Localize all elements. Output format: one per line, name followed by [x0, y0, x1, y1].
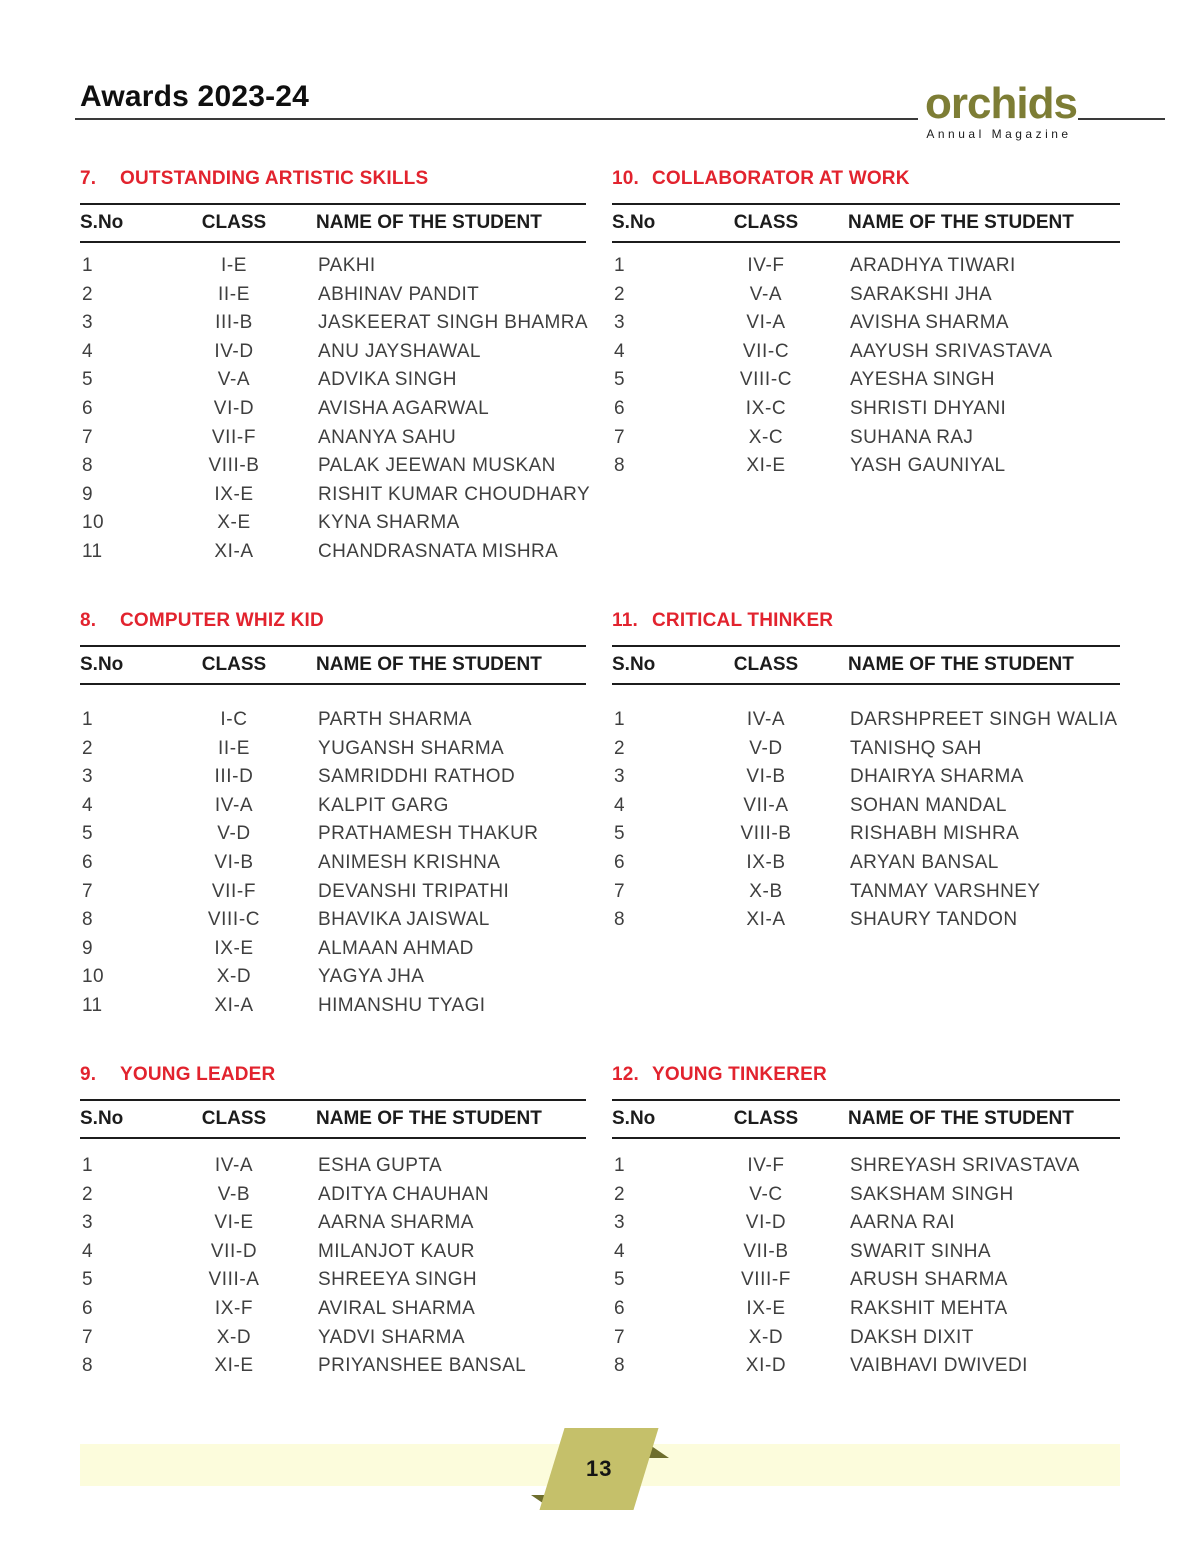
award-section [80, 610, 586, 1021]
row-student-name: YASH GAUNIYAL [850, 455, 1006, 477]
table-row [80, 706, 586, 735]
row-sno: 2 [614, 283, 625, 305]
row-class: VII-D [210, 1240, 258, 1262]
row-class: VI-D [745, 1212, 787, 1234]
row-class: V-A [749, 283, 783, 305]
row-class: II-E [218, 283, 250, 305]
table-row [80, 1209, 586, 1238]
row-class: III-D [214, 766, 254, 788]
row-class: V-A [217, 369, 251, 391]
row-sno: 7 [82, 1326, 93, 1348]
row-student-name: SWARIT SINHA [850, 1240, 991, 1262]
row-student-name: TANISHQ SAH [850, 737, 982, 759]
row-student-name: SHREEYA SINGH [318, 1269, 477, 1291]
award-section [80, 1064, 586, 1381]
row-student-name: ARADHYA TIWARI [850, 255, 1016, 276]
table-row [80, 338, 586, 367]
row-student-name: SHAURY TANDON [850, 909, 1018, 931]
row-student-name: ESHA GUPTA [318, 1155, 443, 1176]
table-row [612, 395, 1120, 424]
row-class: IX-E [214, 483, 254, 505]
table-row [612, 1209, 1120, 1238]
row-sno: 3 [82, 312, 93, 334]
row-sno: 4 [82, 794, 93, 816]
table-row [612, 452, 1120, 481]
row-student-name: ARYAN BANSAL [850, 851, 999, 873]
row-sno: 4 [614, 1240, 625, 1262]
row-class: VII-F [211, 880, 257, 902]
section-title [612, 610, 1120, 632]
section-title [80, 168, 586, 190]
row-sno: 7 [82, 426, 93, 448]
table-row [80, 366, 586, 395]
row-sno: 10 [82, 512, 104, 534]
table-row [80, 1352, 586, 1381]
logo-wordmark: orchids [925, 79, 1077, 128]
row-student-name: PRIYANSHEE BANSAL [318, 1355, 527, 1377]
column-header-class: CLASS [201, 654, 267, 675]
table-row [612, 1352, 1120, 1381]
table-header [80, 1099, 586, 1139]
row-student-name: AVIRAL SHARMA [318, 1297, 476, 1319]
row-class: VI-D [213, 397, 255, 419]
row-student-name: ALMAAN AHMAD [318, 937, 474, 959]
column-header-sno: S.No [80, 1108, 124, 1129]
row-class: VII-B [743, 1240, 789, 1262]
row-student-name: HIMANSHU TYAGI [318, 994, 486, 1016]
row-class: V-D [749, 737, 783, 759]
row-class: IV-A [214, 1155, 254, 1176]
row-class: VIII-F [740, 1269, 792, 1291]
award-section [80, 168, 591, 567]
row-sno: 5 [82, 369, 93, 391]
row-sno: 3 [82, 1212, 93, 1234]
row-class: IV-A [214, 794, 254, 816]
row-sno: 1 [82, 709, 93, 730]
row-student-name: PAKHI [318, 255, 376, 276]
row-sno: 2 [82, 737, 93, 759]
row-class: IV-A [746, 709, 786, 730]
table-row [80, 735, 586, 764]
row-sno: 2 [614, 737, 625, 759]
table-row [80, 906, 586, 935]
table-row [612, 1238, 1120, 1267]
table-row [612, 366, 1120, 395]
row-class: XI-E [746, 455, 786, 477]
row-class: II-E [218, 737, 250, 759]
row-sno: 8 [82, 909, 93, 931]
row-sno: 7 [614, 880, 625, 902]
row-sno: 8 [614, 455, 625, 477]
row-sno: 7 [614, 426, 625, 448]
row-student-name: SHREYASH SRIVASTAVA [850, 1155, 1080, 1176]
row-student-name: ADITYA CHAUHAN [318, 1183, 489, 1205]
table-row [80, 281, 586, 310]
row-class: VI-A [746, 312, 786, 334]
row-student-name: AVISHA AGARWAL [318, 397, 490, 419]
row-student-name: AARNA SHARMA [318, 1212, 474, 1234]
row-student-name: YAGYA JHA [318, 966, 425, 988]
table-row [80, 992, 586, 1021]
column-header-class: CLASS [201, 212, 267, 233]
table-row [80, 792, 586, 821]
row-class: XI-A [214, 540, 254, 562]
table-body [612, 1139, 1120, 1381]
section-number: 8. [80, 610, 97, 631]
row-sno: 8 [82, 1355, 93, 1377]
row-class: IX-B [746, 851, 786, 873]
row-sno: 8 [614, 1355, 625, 1377]
table-body [612, 243, 1120, 481]
table-header [612, 645, 1120, 685]
table-row [612, 1152, 1120, 1181]
table-row [612, 1266, 1120, 1295]
table-row [80, 309, 586, 338]
row-student-name: RAKSHIT MEHTA [850, 1297, 1008, 1319]
row-student-name: SAMRIDDHI RATHOD [318, 766, 516, 788]
row-student-name: KALPIT GARG [318, 794, 449, 816]
row-sno: 1 [82, 1155, 93, 1176]
row-class: X-C [748, 426, 784, 448]
section-title-text: CRITICAL THINKER [652, 610, 834, 631]
row-class: VII-C [742, 340, 790, 362]
row-sno: 3 [614, 1212, 625, 1234]
row-class: V-C [749, 1183, 783, 1205]
row-student-name: SARAKSHI JHA [850, 283, 993, 305]
table-row [80, 763, 586, 792]
row-class: IX-C [745, 397, 787, 419]
row-student-name: PRATHAMESH THAKUR [318, 823, 539, 845]
row-sno: 6 [82, 397, 93, 419]
table-header [80, 645, 586, 685]
table-row [612, 820, 1120, 849]
table-row [612, 252, 1120, 281]
row-sno: 4 [614, 794, 625, 816]
row-sno: 3 [614, 766, 625, 788]
row-student-name: AVISHA SHARMA [850, 312, 1009, 334]
row-class: IX-F [214, 1297, 254, 1319]
award-section [612, 610, 1120, 935]
column-header-sno: S.No [80, 654, 124, 675]
row-student-name: YUGANSH SHARMA [318, 737, 505, 759]
row-class: X-D [748, 1326, 784, 1348]
header-rule-left [75, 118, 918, 120]
column-header-name: NAME OF THE STUDENT [316, 1108, 542, 1129]
row-student-name: SHRISTI DHYANI [850, 397, 1007, 419]
table-row [80, 1324, 586, 1353]
row-class: XI-A [746, 909, 786, 931]
row-sno: 1 [614, 1155, 625, 1176]
row-student-name: YADVI SHARMA [318, 1326, 465, 1348]
column-header-sno: S.No [80, 212, 124, 233]
table-header [612, 203, 1120, 243]
row-class: III-B [215, 312, 253, 334]
table-header [612, 1099, 1120, 1139]
orchids-logo [925, 79, 1077, 141]
row-class: VII-F [211, 426, 257, 448]
row-student-name: DARSHPREET SINGH WALIA [850, 709, 1118, 730]
row-class: IV-F [747, 1155, 785, 1176]
section-title [80, 1064, 586, 1086]
row-student-name: DAKSH DIXIT [850, 1326, 974, 1348]
section-title-text: OUTSTANDING ARTISTIC SKILLS [120, 168, 429, 189]
row-class: IX-E [214, 937, 254, 959]
award-section [612, 1064, 1120, 1381]
table-row [80, 395, 586, 424]
table-row [80, 509, 586, 538]
row-class: VII-A [743, 794, 789, 816]
row-sno: 11 [82, 994, 103, 1016]
table-header [80, 203, 586, 243]
table-body [80, 243, 591, 567]
row-class: X-E [217, 512, 251, 534]
column-header-name: NAME OF THE STUDENT [316, 212, 542, 233]
table-row [80, 538, 586, 567]
row-sno: 8 [614, 909, 625, 931]
row-sno: 6 [614, 1297, 625, 1319]
table-row [80, 1266, 586, 1295]
row-sno: 2 [614, 1183, 625, 1205]
row-class: VIII-B [208, 455, 260, 477]
table-row [612, 1181, 1120, 1210]
row-sno: 4 [614, 340, 625, 362]
row-sno: 7 [82, 880, 93, 902]
table-row [612, 706, 1120, 735]
column-header-sno: S.No [612, 212, 656, 233]
table-body [80, 685, 586, 1021]
row-student-name: DHAIRYA SHARMA [850, 766, 1024, 788]
row-class: X-D [216, 1326, 252, 1348]
row-class: I-C [220, 709, 248, 730]
table-row [80, 935, 586, 964]
row-sno: 8 [82, 455, 93, 477]
row-sno: 3 [614, 312, 625, 334]
page-title: Awards 2023-24 [80, 80, 310, 113]
section-title [612, 1064, 1120, 1086]
row-sno: 1 [614, 709, 625, 730]
section-title-text: YOUNG LEADER [120, 1064, 276, 1085]
column-header-sno: S.No [612, 1108, 656, 1129]
row-sno: 1 [82, 255, 93, 276]
section-title-text: COLLABORATOR AT WORK [652, 168, 910, 189]
table-row [612, 1295, 1120, 1324]
column-header-class: CLASS [733, 1108, 799, 1129]
row-class: XI-A [214, 994, 254, 1016]
column-header-sno: S.No [612, 654, 656, 675]
row-student-name: ANIMESH KRISHNA [318, 851, 501, 873]
row-student-name: AYESHA SINGH [850, 369, 995, 391]
row-student-name: ABHINAV PANDIT [318, 283, 480, 305]
section-title [612, 168, 1120, 190]
section-number: 10. [612, 168, 640, 189]
row-class: X-D [216, 966, 252, 988]
row-student-name: AAYUSH SRIVASTAVA [850, 340, 1053, 362]
row-sno: 5 [614, 369, 625, 391]
column-header-name: NAME OF THE STUDENT [848, 212, 1074, 233]
row-sno: 5 [82, 1269, 93, 1291]
row-student-name: JASKEERAT SINGH BHAMRA [318, 312, 588, 334]
row-student-name: KYNA SHARMA [318, 512, 460, 534]
table-row [612, 878, 1120, 907]
table-row [80, 1295, 586, 1324]
section-title-text: COMPUTER WHIZ KID [120, 610, 324, 631]
row-student-name: TANMAY VARSHNEY [850, 880, 1041, 902]
row-student-name: ANU JAYSHAWAL [318, 340, 481, 362]
section-number: 11. [612, 610, 638, 631]
page-number: 13 [585, 1456, 613, 1481]
table-row [80, 1181, 586, 1210]
row-class: IX-E [746, 1297, 786, 1319]
row-student-name: SAKSHAM SINGH [850, 1183, 1014, 1205]
row-sno: 1 [614, 255, 625, 276]
row-class: VIII-C [739, 369, 793, 391]
row-sno: 6 [82, 1297, 93, 1319]
table-row [80, 252, 586, 281]
column-header-class: CLASS [733, 654, 799, 675]
row-class: XI-D [745, 1355, 787, 1377]
table-row [80, 820, 586, 849]
row-student-name: ARUSH SHARMA [850, 1269, 1008, 1291]
row-sno: 9 [82, 937, 93, 959]
table-row [80, 1152, 586, 1181]
section-number: 9. [80, 1064, 97, 1085]
table-body [612, 685, 1120, 935]
row-class: VIII-B [740, 823, 792, 845]
table-row [80, 878, 586, 907]
section-title-text: YOUNG TINKERER [652, 1064, 827, 1085]
row-student-name: SOHAN MANDAL [850, 794, 1007, 816]
row-student-name: CHANDRASNATA MISHRA [318, 540, 559, 562]
row-sno: 5 [614, 823, 625, 845]
row-sno: 10 [82, 966, 104, 988]
table-row [80, 424, 586, 453]
table-row [80, 849, 586, 878]
row-class: V-D [217, 823, 251, 845]
row-class: IV-D [214, 340, 254, 362]
row-sno: 2 [82, 283, 93, 305]
row-sno: 2 [82, 1183, 93, 1205]
row-class: VIII-C [207, 909, 261, 931]
row-student-name: ADVIKA SINGH [318, 369, 457, 391]
row-student-name: MILANJOT KAUR [318, 1240, 475, 1262]
table-row [612, 338, 1120, 367]
row-student-name: PARTH SHARMA [318, 709, 473, 730]
page-number-ribbon [539, 1428, 658, 1510]
logo-subtitle: Annual Magazine [926, 127, 1072, 141]
table-row [612, 906, 1120, 935]
row-sno: 4 [82, 340, 93, 362]
row-class: I-E [220, 255, 248, 276]
row-class: IV-F [747, 255, 785, 276]
table-row [80, 963, 586, 992]
column-header-name: NAME OF THE STUDENT [848, 1108, 1074, 1129]
row-student-name: PALAK JEEWAN MUSKAN [318, 455, 556, 477]
column-header-name: NAME OF THE STUDENT [848, 654, 1074, 675]
row-sno: 11 [82, 540, 103, 562]
row-student-name: DEVANSHI TRIPATHI [318, 880, 510, 902]
row-student-name: VAIBHAVI DWIVEDI [850, 1355, 1028, 1377]
row-sno: 7 [614, 1326, 625, 1348]
table-row [612, 735, 1120, 764]
row-student-name: RISHABH MISHRA [850, 823, 1020, 845]
row-class: V-B [217, 1183, 251, 1205]
row-class: VI-B [214, 851, 254, 873]
row-student-name: SUHANA RAJ [850, 426, 974, 448]
section-number: 7. [80, 168, 97, 189]
row-class: VI-B [746, 766, 786, 788]
row-sno: 9 [82, 483, 93, 505]
column-header-name: NAME OF THE STUDENT [316, 654, 542, 675]
table-row [80, 452, 586, 481]
table-row [612, 281, 1120, 310]
table-row [80, 481, 591, 510]
table-body [80, 1139, 586, 1381]
row-student-name: RISHIT KUMAR CHOUDHARY [318, 483, 591, 505]
row-sno: 6 [614, 397, 625, 419]
table-row [612, 792, 1120, 821]
column-header-class: CLASS [733, 212, 799, 233]
row-class: X-B [749, 880, 783, 902]
section-number: 12. [612, 1064, 640, 1085]
table-row [612, 763, 1120, 792]
row-sno: 5 [614, 1269, 625, 1291]
row-sno: 6 [614, 851, 625, 873]
row-sno: 5 [82, 823, 93, 845]
row-class: VIII-A [208, 1269, 260, 1291]
row-sno: 6 [82, 851, 93, 873]
table-row [80, 1238, 586, 1267]
row-student-name: BHAVIKA JAISWAL [318, 909, 490, 931]
row-sno: 3 [82, 766, 93, 788]
table-row [612, 424, 1120, 453]
award-section [612, 168, 1120, 481]
table-row [612, 849, 1120, 878]
table-row [612, 1324, 1120, 1353]
row-class: XI-E [214, 1355, 254, 1377]
row-student-name: AARNA RAI [850, 1212, 955, 1234]
column-header-class: CLASS [201, 1108, 267, 1129]
header-rule-right [1078, 118, 1165, 120]
row-class: VI-E [214, 1212, 254, 1234]
table-row [612, 309, 1120, 338]
row-sno: 4 [82, 1240, 93, 1262]
section-title [80, 610, 586, 632]
row-student-name: ANANYA SAHU [318, 426, 457, 448]
